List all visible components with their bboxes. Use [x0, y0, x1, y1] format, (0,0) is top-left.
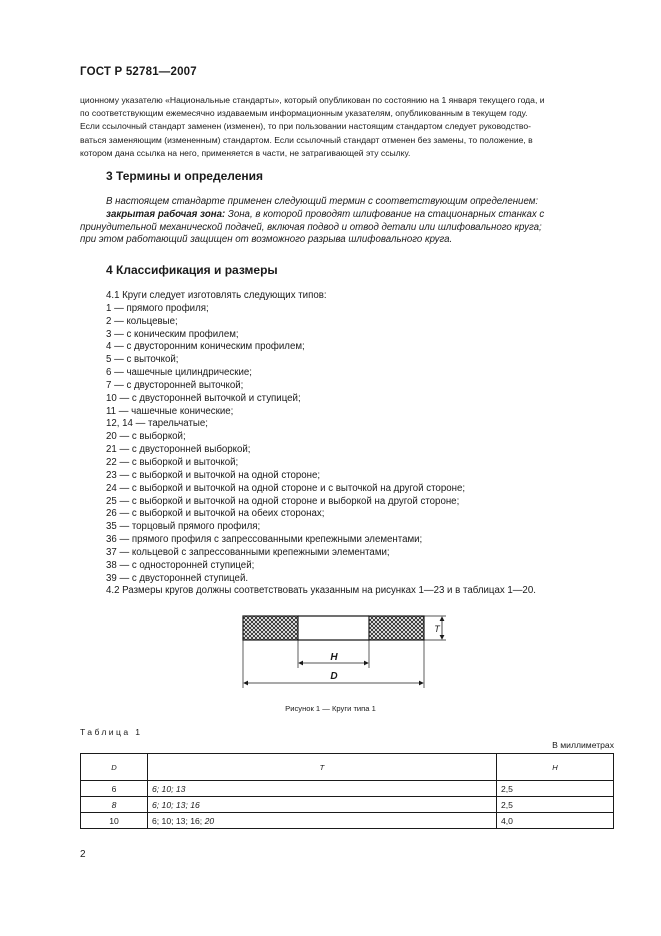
wheel-left-section	[243, 616, 298, 640]
wheel-type-1-drawing	[236, 606, 456, 692]
column-header-h: H	[497, 754, 614, 781]
cell-t: 6; 10; 13; 16	[148, 797, 497, 813]
table-row	[81, 781, 614, 797]
list-item: 35 — торцовый прямого профиля;	[106, 521, 261, 533]
list-item: 12, 14 — тарельчатые;	[106, 418, 208, 430]
list-item: 21 — с двусторонней выборкой;	[106, 444, 251, 456]
page-number: 2	[80, 849, 86, 860]
table-units: В миллиметрах	[552, 740, 614, 750]
list-item: 6 — чашечные цилиндрические;	[106, 367, 253, 379]
term-name: закрытая рабочая зона:	[106, 208, 226, 220]
list-item: 37 — кольцевой с запрессованными крепежными элементами;	[106, 546, 390, 558]
cell-t-values: 6; 10; 13; 16;	[152, 815, 205, 826]
list-item: 2 — кольцевые;	[106, 315, 178, 327]
intro-line: котором дана ссылка на него, применяется в части, не затрагивающей эту ссылку.	[80, 147, 411, 158]
intro-line: Если ссылочный стандарт заменен (изменен), то при пользовании настоящим стандартом следует руководство-	[80, 121, 531, 132]
intro-paragraph	[80, 94, 614, 160]
terms-block	[80, 196, 620, 247]
figure-caption: Рисунок 1 — Круги типа 1	[285, 704, 376, 713]
list-item: 38 — с односторонней ступицей;	[106, 559, 255, 571]
wheel-right-section	[369, 616, 424, 640]
types-list	[106, 290, 536, 598]
list-item: 10 — с двусторонней выточкой и ступицей;	[106, 392, 301, 404]
list-item: 20 — с выборкой;	[106, 431, 186, 443]
term-definition-line: принудительной механической подачей, включая подвод и отвод детали или шлифовального круга;	[80, 221, 542, 233]
list-item: 26 — с выборкой и выточкой на обеих сторонах;	[106, 508, 325, 520]
list-item: 4.1 Круги следует изготовлять следующих типов:	[106, 290, 327, 301]
table-row	[81, 797, 614, 813]
dimension-t-label: T	[434, 624, 440, 634]
list-item: 36 — прямого профиля с запрессованными крепежными элементами;	[106, 534, 423, 546]
table-header-row	[81, 754, 614, 781]
dimension-d-label: D	[330, 671, 338, 682]
cell-d: 8	[81, 797, 148, 813]
cell-d: 6	[81, 781, 148, 797]
list-item: 24 — с выборкой и выточкой на одной стороне и с выточкой на другой стороне;	[106, 482, 466, 494]
list-item: 25 — с выборкой и выточкой на одной стороне и выборкой на другой стороне;	[106, 495, 460, 507]
list-item: 7 — с двусторонней выточкой;	[106, 379, 244, 391]
term-definition-line: при этом работающий защищен от возможного разрыва шлифовального круга.	[80, 234, 453, 246]
section-3-title: 3 Термины и определения	[106, 169, 264, 183]
cell-h: 2,5	[497, 797, 614, 813]
list-item: 5 — с выточкой;	[106, 354, 179, 366]
column-header-t: T	[148, 754, 497, 781]
cell-d: 10	[81, 813, 148, 829]
intro-line: ционному указателю «Национальные стандарты», который опубликован по состоянию на 1 января текущего года, и	[80, 95, 545, 105]
section-4-title: 4 Классификация и размеры	[106, 263, 278, 277]
dimensions-table	[80, 753, 614, 829]
term-definition-start: Зона, в которой проводят шлифование на стационарных станках с	[225, 208, 545, 220]
list-item: 3 — с коническим профилем;	[106, 328, 239, 340]
term-definition-line	[80, 209, 620, 222]
cell-t	[148, 813, 497, 829]
list-item: 1 — прямого профиля;	[106, 302, 209, 314]
list-item: 22 — с выборкой и выточкой;	[106, 456, 239, 468]
table-label: Таблица 1	[80, 727, 143, 737]
cell-h: 4,0	[497, 813, 614, 829]
intro-line: ваться заменяющим (измененным) стандартом. Если ссылочный стандарт отменен без замены, то положение, в	[80, 134, 533, 145]
list-item: 4 — с двусторонним коническим профилем;	[106, 341, 305, 353]
list-item: 39 — с двусторонней ступицей.	[106, 572, 249, 584]
list-item: 11 — чашечные конические;	[106, 405, 234, 417]
cell-h: 2,5	[497, 781, 614, 797]
list-item: 23 — с выборкой и выточкой на одной стороне;	[106, 469, 321, 481]
intro-line: по соответствующим ежемесячно издаваемым информационным указателям, опубликованным в текущем году.	[80, 108, 528, 119]
table-row	[81, 813, 614, 829]
column-header-d: D	[81, 754, 148, 781]
document-header: ГОСТ Р 52781—2007	[80, 66, 197, 78]
list-item: 4.2 Размеры кругов должны соответствовать указанным на рисунках 1—23 и в таблицах 1—20.	[106, 585, 536, 597]
terms-lead: В настоящем стандарте применен следующий термин с соответствующим определением:	[106, 196, 539, 207]
dimension-h-label: H	[330, 652, 338, 663]
cell-t-italic-value: 20	[204, 815, 215, 826]
cell-t: 6; 10; 13	[148, 781, 497, 797]
